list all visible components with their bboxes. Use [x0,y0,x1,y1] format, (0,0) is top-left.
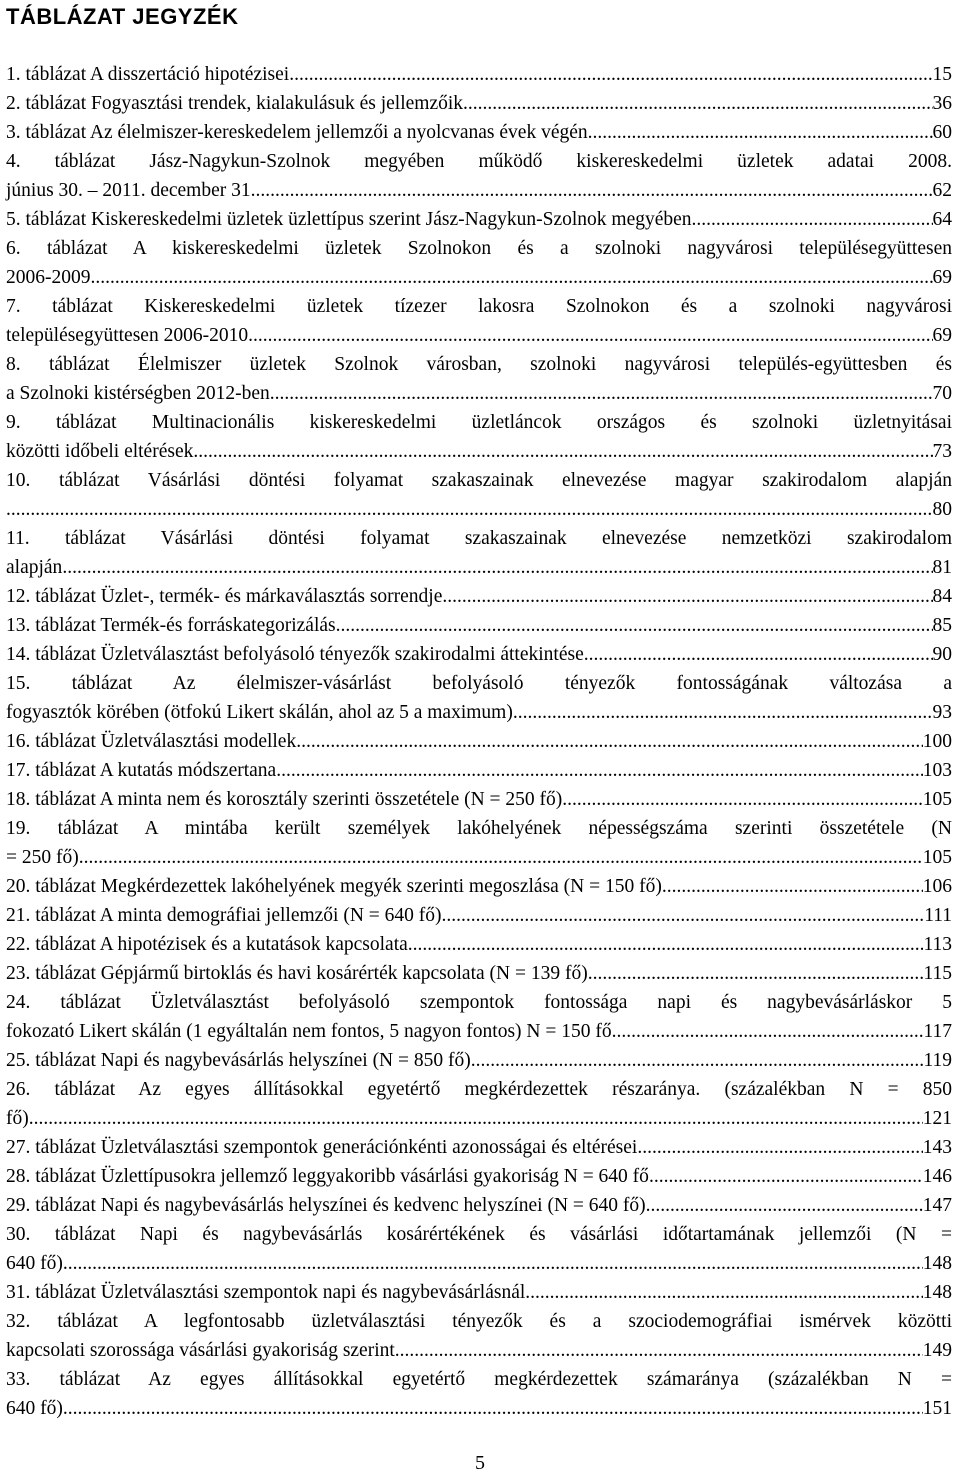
toc-entry-caption: 3. táblázat Az élelmiszer-kereskedelem jellemzői a nyolcvanas évek végén [6,122,588,143]
toc-entry-page: 117 [923,1021,952,1042]
toc-entry-page: 60 [932,122,952,143]
dot-leader [584,640,933,669]
toc-entry-last-line [6,89,952,118]
toc-entry-page: 147 [922,1195,952,1216]
toc-entry[interactable] [6,1365,952,1423]
toc-entry-caption: 21. táblázat A minta demográfiai jellemzői (N = 640 fő) [6,905,442,926]
toc-entry-last-line [6,1162,952,1191]
table-of-tables [6,60,952,1423]
dot-leader [29,1104,923,1133]
toc-entry[interactable] [6,1307,952,1365]
toc-entry[interactable] [6,60,952,89]
toc-entry-line: 10. táblázat Vásárlási döntési folyamat szakaszainak elnevezése magyar szakirodalom alapján [6,470,952,491]
toc-entry-last-line [6,1394,952,1423]
toc-entry-caption: közötti időbeli eltérések [6,441,194,462]
toc-entry-caption: 640 fő) [6,1398,63,1419]
toc-entry-line: 19. táblázat A mintába került személyek lakóhelyének népességszáma szerinti összetétele (N [6,818,952,839]
dot-leader [276,756,923,785]
toc-entry-caption: településegyüttesen 2006-2010. [6,325,253,346]
toc-entry-page: 149 [922,1340,952,1361]
dot-leader [525,1278,922,1307]
toc-entry-line: 9. táblázat Multinacionális kiskereskedelmi üzletláncok országos és szolnoki üzletnyitásai [6,412,952,433]
toc-entry-last-line [6,379,952,408]
toc-entry-last-line [6,872,952,901]
dot-leader [442,901,925,930]
toc-entry-page: 36 [932,93,952,114]
toc-entry-caption: 27. táblázat Üzletválasztási szempontok generációnkénti azonosságai és eltérései [6,1137,638,1158]
toc-entry[interactable] [6,524,952,582]
dot-leader [63,1394,923,1423]
dot-leader [63,1249,923,1278]
toc-entry[interactable] [6,1162,952,1191]
dot-leader [692,205,933,234]
toc-entry-caption: fokozató Likert skálán (1 egyáltalán nem fontos, 5 nagyon fontos) N = 150 fő [6,1021,612,1042]
toc-entry-last-line [6,959,952,988]
toc-entry[interactable] [6,582,952,611]
toc-entry-last-line [6,495,952,524]
toc-entry[interactable] [6,901,952,930]
toc-entry-last-line [6,553,952,582]
toc-entry-line: 32. táblázat A legfontosabb üzletválasztási tényezők és a szociodemográfiai ismérvek közötti [6,1311,952,1332]
toc-entry[interactable] [6,611,952,640]
toc-entry-page: 84 [932,586,952,607]
toc-entry-caption: fő) [6,1108,29,1129]
toc-entry-line: 4. táblázat Jász-Nagykun-Szolnok megyében működő kiskereskedelmi üzletek adatai 2008. [6,151,952,172]
toc-entry[interactable] [6,1220,952,1278]
toc-entry-caption: kapcsolati szorossága vásárlási gyakoriság szerint [6,1340,395,1361]
toc-entry-last-line [6,60,952,89]
dot-leader [395,1336,923,1365]
toc-entry[interactable] [6,408,952,466]
toc-entry[interactable] [6,1133,952,1162]
toc-entry[interactable] [6,640,952,669]
toc-entry[interactable] [6,669,952,727]
dot-leader [270,379,933,408]
dot-leader [62,553,932,582]
toc-entry-page: 64 [932,209,952,230]
toc-entry[interactable] [6,959,952,988]
toc-entry-last-line [6,901,952,930]
toc-entry-caption: 31. táblázat Üzletválasztási szempontok napi és nagybevásárlásnál [6,1282,526,1303]
toc-entry-page: 105 [922,789,952,810]
toc-entry-last-line [6,1278,952,1307]
toc-entry-page: 80 [932,499,952,520]
toc-entry-page: 148 [922,1253,952,1274]
toc-entry-last-line [6,1017,952,1046]
toc-entry-page: 62 [932,180,952,201]
toc-entry-caption: 5. táblázat Kiskereskedelmi üzletek üzlettípus szerint Jász-Nagykun-Szolnok megyében [6,209,692,230]
toc-entry-caption: 2. táblázat Fogyasztási trendek, kialakulásuk és jellemzőik [6,93,464,114]
dot-leader [408,930,924,959]
toc-entry-caption: június 30. – 2011. december 31. [6,180,256,201]
toc-entry-last-line [6,1104,952,1133]
toc-entry[interactable] [6,1046,952,1075]
toc-entry[interactable] [6,756,952,785]
toc-entry-caption: 20. táblázat Megkérdezettek lakóhelyének megyék szerinti megoszlása (N = 150 fő) [6,876,662,897]
toc-entry-last-line [6,1133,952,1162]
toc-entry-last-line [6,582,952,611]
toc-entry-last-line [6,437,952,466]
dot-leader [255,176,932,205]
page-number: 5 [475,1452,485,1474]
toc-entry-line: 6. táblázat A kiskereskedelmi üzletek Szolnokon és a szolnoki nagyvárosi településegyüttesen [6,238,952,259]
toc-entry[interactable] [6,1278,952,1307]
toc-entry-line: 8. táblázat Élelmiszer üzletek Szolnok városban, szolnoki nagyvárosi település-együttesben és [6,354,952,375]
dot-leader [91,263,933,292]
toc-entry-page: 119 [923,1050,952,1071]
toc-entry[interactable] [6,727,952,756]
dot-leader [646,1191,923,1220]
toc-entry-line: 15. táblázat Az élelmiszer-vásárlást befolyásoló tényezők fontosságának változása a [6,673,952,694]
toc-entry-page: 15 [932,64,952,85]
toc-entry-line: 26. táblázat Az egyes állításokkal egyetértő megkérdezettek részaránya. (százalékban N = 850 [6,1079,952,1100]
toc-entry-last-line [6,611,952,640]
toc-entry-last-line [6,640,952,669]
toc-entry[interactable] [6,1075,952,1133]
dot-leader [513,698,933,727]
toc-entry[interactable] [6,89,952,118]
dot-leader [253,321,933,350]
dot-leader [463,89,932,118]
dot-leader [562,785,922,814]
toc-entry-caption: a Szolnoki kistérségben 2012-ben [6,383,270,404]
toc-entry-caption: 2006-2009 [6,267,91,288]
toc-entry-page: 81 [932,557,952,578]
toc-entry-page: 148 [922,1282,952,1303]
toc-entry-caption: 25. táblázat Napi és nagybevásárlás helyszínei (N = 850 fő) [6,1050,471,1071]
toc-entry-caption: 18. táblázat A minta nem és korosztály szerinti összetétele (N = 250 fő) [6,789,563,810]
toc-entry[interactable] [6,988,952,1046]
toc-entry-last-line [6,118,952,147]
toc-entry-page: 115 [923,963,952,984]
toc-entry[interactable] [6,234,952,292]
toc-entry-caption: 22. táblázat A hipotézisek és a kutatások kapcsolata [6,934,408,955]
toc-entry-last-line [6,727,952,756]
dot-leader [296,727,923,756]
dot-leader [442,582,932,611]
toc-entry-page: 90 [932,644,952,665]
toc-entry-caption: 17. táblázat A kutatás módszertana [6,760,277,781]
dot-leader [612,1017,924,1046]
toc-entry-caption: 12. táblázat Üzlet-, termék- és márkaválasztás sorrendje [6,586,443,607]
toc-entry-caption: 640 fő) [6,1253,63,1274]
dot-leader [289,60,932,89]
toc-entry-page: 111 [924,905,952,926]
toc-entry-last-line [6,176,952,205]
toc-entry-caption: 29. táblázat Napi és nagybevásárlás helyszínei és kedvenc helyszínei (N = 640 fő) [6,1195,646,1216]
toc-entry-page: 70 [932,383,952,404]
toc-entry-page: 146 [922,1166,952,1187]
toc-entry-last-line [6,698,952,727]
toc-entry-last-line [6,930,952,959]
toc-entry[interactable] [6,118,952,147]
toc-entry-page: 105 [922,847,952,868]
dot-leader [6,495,933,524]
toc-entry-line: 30. táblázat Napi és nagybevásárlás kosárértékének és vásárlási időtartamának jellemzői (N = [6,1224,952,1245]
toc-entry-caption: 16. táblázat Üzletválasztási modellek [6,731,297,752]
toc-entry-last-line [6,263,952,292]
toc-entry-page: 85 [932,615,952,636]
dot-leader [79,843,923,872]
dot-leader [588,118,933,147]
dot-leader [662,872,923,901]
toc-entry-caption: 28. táblázat Üzlettípusokra jellemző leggyakoribb vásárlási gyakoriság N = 640 fő [6,1166,649,1187]
toc-entry-caption: alapján [6,557,63,578]
dot-leader [193,437,932,466]
toc-entry-line: 33. táblázat Az egyes állításokkal egyetértő megkérdezettek számaránya (százalékban N = [6,1369,952,1390]
toc-entry-last-line [6,321,952,350]
toc-entry-page: 151 [922,1398,952,1419]
toc-entry-last-line [6,756,952,785]
toc-entry[interactable] [6,1191,952,1220]
toc-entry-page: 113 [923,934,952,955]
toc-entry[interactable] [6,147,952,205]
dot-leader [637,1133,922,1162]
toc-entry[interactable] [6,785,952,814]
toc-entry[interactable] [6,872,952,901]
toc-entry-caption: 14. táblázat Üzletválasztást befolyásoló tényezők szakirodalmi áttekintése [6,644,584,665]
toc-entry-page: 103 [922,760,952,781]
toc-entry-line: 24. táblázat Üzletválasztást befolyásoló szempontok fontossága napi és nagybevásárláskor 5 [6,992,952,1013]
toc-entry-caption: fogyasztók körében (ötfokú Likert skálán, ahol az 5 a maximum) [6,702,513,723]
toc-entry-page: 73 [932,441,952,462]
toc-entry[interactable] [6,205,952,234]
page-title: TÁBLÁZAT JEGYZÉK [6,4,239,29]
toc-entry[interactable] [6,466,952,524]
toc-entry[interactable] [6,350,952,408]
toc-entry-page: 143 [922,1137,952,1158]
toc-entry-last-line [6,1191,952,1220]
toc-entry[interactable] [6,292,952,350]
toc-entry-last-line [6,1249,952,1278]
toc-entry-last-line [6,843,952,872]
toc-entry-caption: = 250 fő) [6,847,79,868]
toc-entry-caption: 13. táblázat Termék-és forráskategorizálás [6,615,336,636]
toc-entry-last-line [6,205,952,234]
dot-leader [336,611,933,640]
toc-entry-page: 106 [922,876,952,897]
toc-entry-caption: 23. táblázat Gépjármű birtoklás és havi kosárérték kapcsolata (N = 139 fő) [6,963,588,984]
toc-entry-page: 121 [922,1108,952,1129]
toc-entry-line: 7. táblázat Kiskereskedelmi üzletek tízezer lakosra Szolnokon és a szolnoki nagyvárosi [6,296,952,317]
toc-entry-page: 93 [932,702,952,723]
toc-entry-last-line [6,1046,952,1075]
toc-entry[interactable] [6,930,952,959]
toc-entry-caption: 1. táblázat A disszertáció hipotézisei [6,64,290,85]
toc-entry-last-line [6,1336,952,1365]
dot-leader [471,1046,924,1075]
toc-entry-page: 100 [922,731,952,752]
toc-entry-last-line [6,785,952,814]
dot-leader [649,1162,923,1191]
toc-entry-line: 11. táblázat Vásárlási döntési folyamat szakaszainak elnevezése nemzetközi szakirodalom [6,528,952,549]
toc-entry-page: 69 [932,325,952,346]
dot-leader [588,959,924,988]
toc-entry[interactable] [6,814,952,872]
toc-entry-page: 69 [932,267,952,288]
